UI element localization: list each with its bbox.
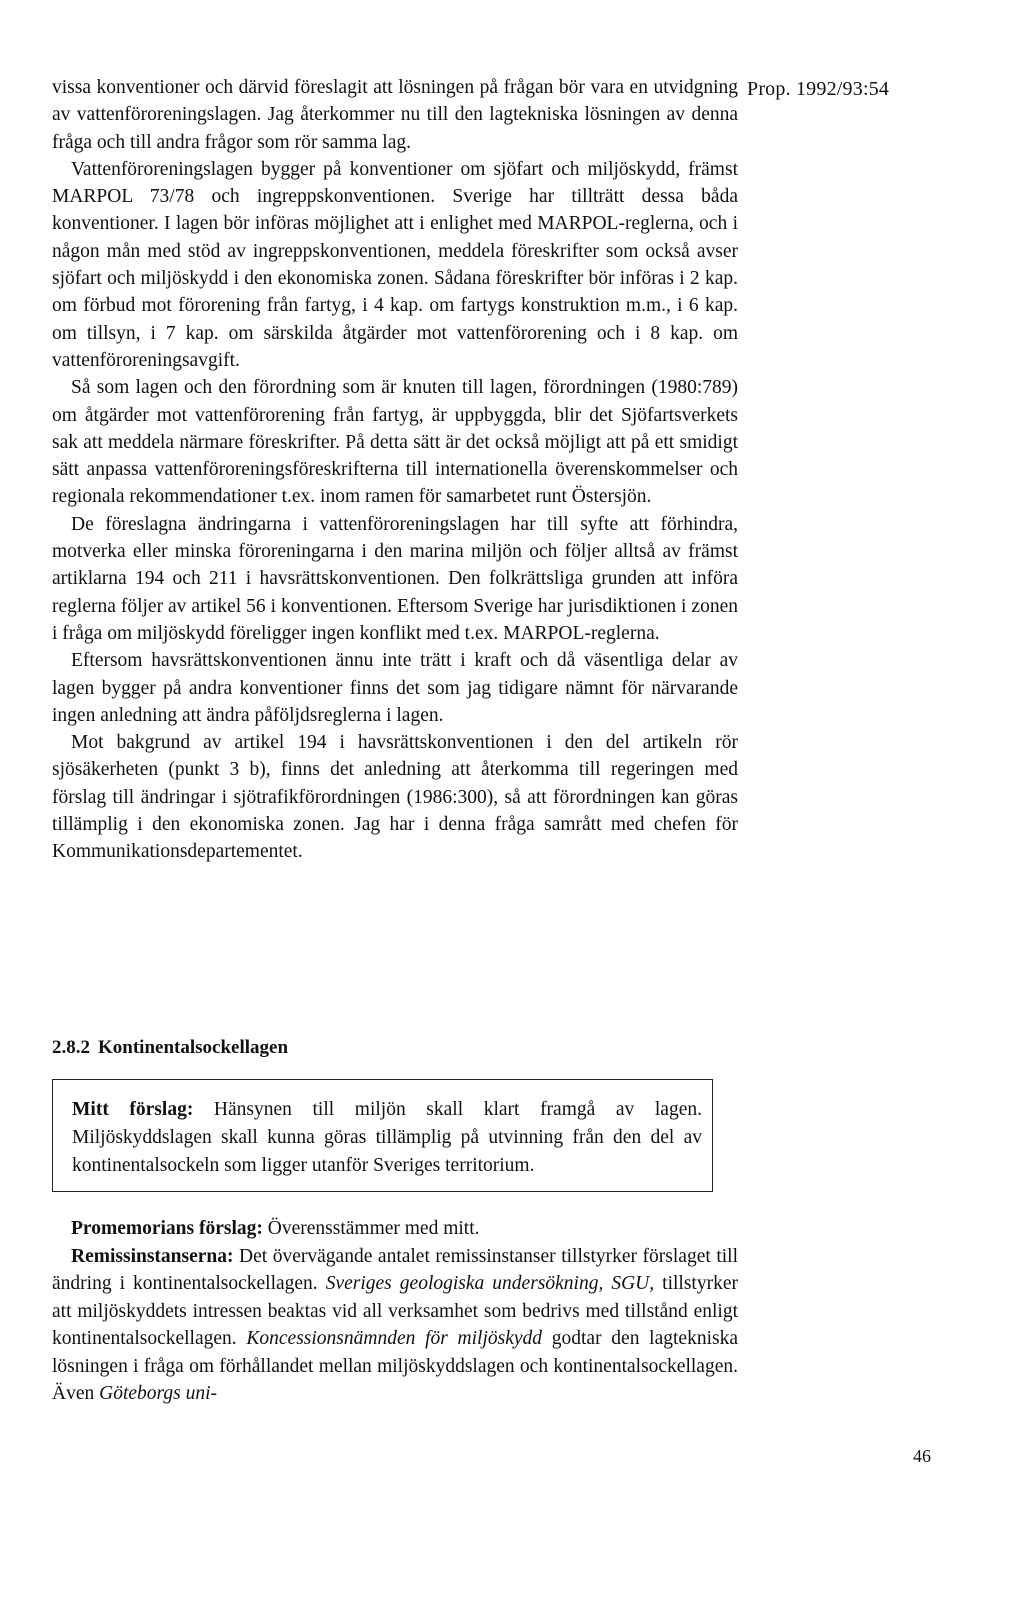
- main-text: [52, 74, 738, 866]
- remiss-text-2: tillstyrker att miljöskyddets intressen beaktas vid all verksamhet som bedrivs med tillstånd enligt kontinentalsockellagen.: [52, 1273, 738, 1349]
- remiss-label: Remissinstanserna:: [71, 1245, 234, 1267]
- proposal-body: Hänsynen till miljön skall klart framgå av lagen. Miljöskyddslagen skall kunna göras tillämplig på utvinning från den del av kontinentalsockeln som ligger utanför Sveriges territorium.: [72, 1099, 702, 1176]
- proposal-box: [52, 1079, 713, 1192]
- remiss-text-1: Det övervägande antalet remissinstanser tillstyrker förslaget till ändring i kontinentalsockellagen.: [52, 1245, 738, 1294]
- promemoria-text: Överensstämmer med mitt.: [262, 1218, 480, 1239]
- promemoria-paragraph: [52, 1215, 738, 1243]
- proposal-text: [72, 1096, 702, 1180]
- proposal-label: Mitt förslag:: [72, 1099, 194, 1120]
- paragraph-3: Så som lagen och den förordning som är knuten till lagen, förordningen (1980:789) om åtgärder mot vattenförorening från fartyg, är uppbyggda, blir det Sjöfartsverkets sak att meddela närmare föreskrifter. På detta sätt är det också möjligt att på ett smidigt sätt anpassa vattenföroreningsföreskrifterna till internationella överenskommelser och regionala rekommendationer t.ex. inom ramen för samarbetet runt Östersjön.: [52, 377, 738, 508]
- paragraph-5: Eftersom havsrättskonventionen ännu inte trätt i kraft och då väsentliga delar av lagen bygger på andra konventioner finns det som jag tidigare nämnt för närvarande ingen anledning att ändra påföljdsreglerna i lagen.: [52, 650, 738, 726]
- paragraph-2: Vattenföroreningslagen bygger på konventioner om sjöfart och miljöskydd, främst MARPOL 73/78 och ingreppskonventionen. Sverige har tillträtt dessa båda konventioner. I lagen bör införas möjlighet att i enlighet med MARPOL-reglerna, och i någon mån med stöd av ingreppskonventionen, meddela föreskrifter som också avser sjöfart och miljöskydd i den ekonomiska zonen. Sådana föreskrifter bör införas i 2 kap. om förbud mot förorening från fartyg, i 4 kap. om fartygs konstruktion m.m., i 6 kap. om tillsyn, i 7 kap. om särskilda åtgärder mot vattenförorening och i 8 kap. om vattenföroreningsavgift.: [52, 158, 738, 371]
- paragraph-1: vissa konventioner och därvid föreslagit att lösningen på frågan bör vara en utvidgning av vattenföroreningslagen. Jag återkommer nu till den lagtekniska lösningen av denna fråga och till andra frågor som rör samma lag.: [52, 77, 738, 153]
- remiss-sgu: Sveriges geologiska undersökning, SGU,: [325, 1273, 655, 1294]
- promemoria-label: Promemorians förslag:: [71, 1218, 263, 1239]
- remiss-paragraph: [52, 1243, 738, 1408]
- remiss-goteborg: Göteborgs uni-: [99, 1383, 218, 1404]
- section-number: 2.8.2: [52, 1037, 90, 1058]
- page-number: 46: [913, 1446, 931, 1466]
- remiss-koncession: Koncessionsnämnden för miljöskydd: [246, 1328, 543, 1349]
- paragraph-6: Mot bakgrund av artikel 194 i havsrättskonventionen i den del artikeln rör sjösäkerheten (punkt 3 b), finns det anledning att återkomma till regeringen med förslag till ändringar i sjötrafikförordningen (1986:300), så att förordningen kan göras tillämplig i den ekonomiska zonen. Jag har i denna fråga samrått med chefen för Kommunikationsdepartementet.: [52, 732, 738, 863]
- section-heading: [52, 1037, 288, 1059]
- remiss-text-3: godtar den lagtekniska lösningen i fråga om förhållandet mellan miljöskyddslagen och kontinentalsockellagen. Även: [52, 1328, 738, 1404]
- proposition-reference: Prop. 1992/93:54: [747, 78, 890, 100]
- lower-text: [52, 1215, 738, 1408]
- section-title: Kontinentalsockellagen: [98, 1037, 289, 1058]
- paragraph-4: De föreslagna ändringarna i vattenföroreningslagen har till syfte att förhindra, motverka eller minska föroreningarna i den marina miljön och följer alltså av främst artiklarna 194 och 211 i havsrättskonventionen. Den folkrättsliga grunden att införa reglerna följer av artikel 56 i konventionen. Eftersom Sverige har jurisdiktionen i zonen i fråga om miljöskydd föreligger ingen konflikt med t.ex. MARPOL-reglerna.: [52, 513, 738, 644]
